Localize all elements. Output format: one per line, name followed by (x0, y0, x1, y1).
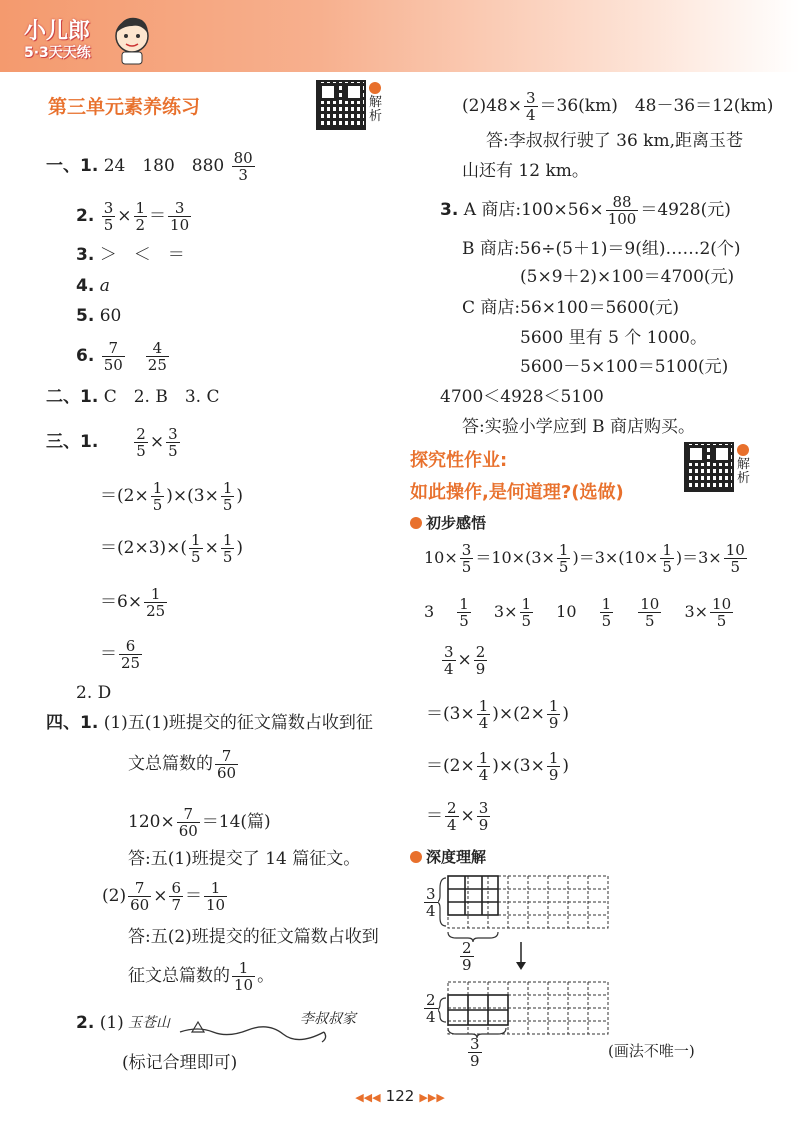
qr-label-2: 解析 (737, 457, 751, 486)
page-footer (0, 1086, 800, 1105)
q4-1b: 文总篇数的 $\frac{7}{60}$ (128, 747, 237, 782)
q3-1: 三、1. $\frac{2}{5}$ × $\frac{3}{5}$ (46, 425, 178, 460)
r-q3-b2: (5×9＋2)×100＝4700(元) (520, 267, 735, 287)
sub-heading-2: 深度理解 (410, 846, 486, 867)
grid1-left-frac: $\frac{3}{4}$ (426, 885, 436, 920)
e-row2: 3 $\frac{1}{5}$ 3× $\frac{1}{5}$ 10 $\frac{1}{5}$ $\frac{10}{5}$ 3× $\frac{10}{5}$ (424, 595, 732, 630)
mascot-icon (112, 14, 152, 66)
g-line4: ＝ $\frac{2}{4}$ × $\frac{3}{9}$ (426, 799, 489, 834)
q3-line5: ＝ $\frac{6}{25}$ (100, 637, 141, 672)
series-logo: 5·3天天练 (24, 45, 91, 61)
g-line3: ＝(2× $\frac{1}{4}$ )×(3× $\frac{1}{9}$ ) (426, 749, 570, 784)
grid2-left-frac: $\frac{2}{4}$ (426, 991, 436, 1026)
down-arrow-icon (514, 940, 528, 972)
drawing-note: (画法不唯一) (608, 1042, 695, 1060)
r-q3-c2: 5600 里有 5 个 1000。 (520, 328, 707, 348)
r-q3-c3: 5600－5×100＝5100(元) (520, 357, 729, 377)
q4-note: (标记合理即可) (122, 1053, 238, 1073)
qr-label: 解析 (369, 95, 383, 124)
pencil-icon (410, 517, 422, 529)
q4-calc1: 120× $\frac{7}{60}$ ＝14(篇) (128, 805, 271, 840)
q1-6: 6. $\frac{7}{50}$ $\frac{4}{25}$ (76, 339, 167, 374)
r-q3-a: 3. A 商店:100×56× $\frac{88}{100}$ ＝4928(元) (440, 193, 731, 228)
route-sketch (178, 1020, 328, 1044)
r-line2: 答:李叔叔行驶了 36 km,距离玉苍 (486, 131, 743, 151)
r-q3-b1: B 商店:56÷(5＋1)＝9(组)……2(个) (462, 239, 741, 259)
sub-heading-1: 初步感悟 (410, 512, 486, 533)
map-left-label: 玉苍山 (128, 1015, 170, 1031)
r-q3-ans: 答:实验小学应到 B 商店购买。 (462, 417, 696, 437)
r-line1: (2)48× $\frac{3}{4}$ ＝36(km) 48－36＝12(km) (462, 89, 774, 124)
e-line1: 10× $\frac{3}{5}$ ＝10×(3× $\frac{1}{5}$ )＝3×(10× $\frac{1}{5}$ )＝3× $\frac{10}{5}$ (424, 541, 745, 576)
grid-diagram-1 (438, 872, 610, 932)
q1-1: 一、1. 24 180 880 $\frac{80}{3}$ (46, 149, 253, 184)
page-number: 122 (385, 1087, 415, 1105)
q3-line2: ＝(2× $\frac{1}{5}$ )×(3× $\frac{1}{5}$ ) (100, 479, 244, 514)
play-icon-2 (737, 444, 749, 456)
g-line2: ＝(3× $\frac{1}{4}$ )×(2× $\frac{1}{9}$ ) (426, 697, 570, 732)
q1-5: 5. 60 (76, 306, 122, 326)
q3-line4: ＝6× $\frac{1}{25}$ (100, 585, 166, 620)
play-icon (369, 82, 381, 94)
grid1-bottom-frac: $\frac{2}{9}$ (462, 939, 472, 974)
r-q3-c1: C 商店:56×100＝5600(元) (462, 298, 679, 318)
qr-code-icon (316, 80, 366, 130)
q1-2: 2. $\frac{3}{5}$ × $\frac{1}{2}$ ＝ $\frac{3}{10}$ (76, 199, 190, 234)
section-title: 第三单元素养练习 (48, 96, 201, 118)
explore-subtitle: 如此操作,是何道理?(选做) (410, 482, 624, 503)
q4-2: 2. (1) (76, 1013, 124, 1033)
left-arrows-icon: ◀◀◀ (355, 1091, 381, 1104)
g-line1: $\frac{3}{4}$ × $\frac{2}{9}$ (444, 643, 486, 678)
explore-title: 探究性作业: (410, 450, 508, 471)
pencil-icon-2 (410, 851, 422, 863)
brand-logo: 小儿郎 (24, 19, 91, 44)
q1-4: 4. a (76, 276, 110, 296)
q4-calc2: (2) $\frac{7}{60}$ × $\frac{6}{7}$ ＝ $\frac{1}{10}$ (102, 879, 226, 914)
q3-2: 2. D (76, 683, 112, 703)
grid2-bottom-frac: $\frac{3}{9}$ (470, 1035, 480, 1070)
r-q3-cmp: 4700＜4928＜5100 (440, 387, 604, 407)
right-arrows-icon: ▶▶▶ (419, 1091, 445, 1104)
r-line3: 山还有 12 km。 (462, 161, 589, 181)
q1-3: 3. ＞ ＜ ＝ (76, 245, 185, 265)
q4-ans2a: 答:五(2)班提交的征文篇数占收到 (128, 927, 379, 947)
q4-1: 四、1. (1)五(1)班提交的征文篇数占收到征 (46, 713, 373, 733)
map-right-label: 李叔叔家 (300, 1011, 356, 1027)
q3-line3: ＝(2×3)×( $\frac{1}{5}$ × $\frac{1}{5}$ ) (100, 531, 244, 566)
qr-code-icon-2 (684, 442, 734, 492)
q4-ans2b: 征文总篇数的 $\frac{1}{10}$ 。 (128, 959, 275, 994)
q2: 二、1. C 2. B 3. C (46, 387, 220, 407)
q4-ans1: 答:五(1)班提交了 14 篇征文。 (128, 849, 361, 869)
